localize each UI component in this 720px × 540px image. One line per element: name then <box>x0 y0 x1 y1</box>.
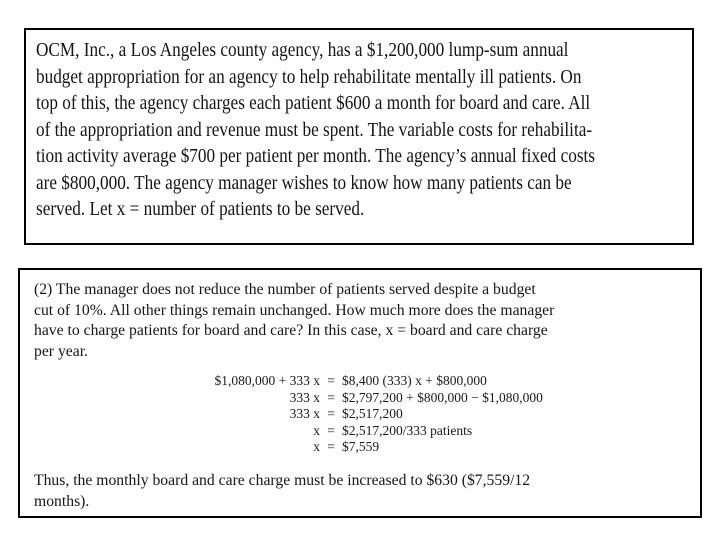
problem-line: of the appropriation and revenue must be spent. The variable costs for rehabilita- <box>36 118 593 141</box>
equation-lhs: x <box>313 439 320 455</box>
question-line: (2) The manager does not reduce the number of patients served despite a budget <box>34 281 536 298</box>
problem-line: budget appropriation for an agency to help rehabilitate mentally ill patients. On <box>36 65 582 88</box>
problem-line: are $800,000. The agency manager wishes to know how many patients can be <box>36 171 572 194</box>
conclusion-paragraph <box>34 471 540 512</box>
solution-box <box>18 268 702 518</box>
question-line: per year. <box>34 342 88 360</box>
problem-line: served. Let x = number of patients to be served. <box>36 198 365 220</box>
equation-rhs: $7,559 <box>342 439 380 455</box>
question-paragraph <box>34 280 690 362</box>
equation-lhs: 333 x <box>289 406 320 422</box>
conclusion-line: months). <box>34 492 90 510</box>
problem-statement-box <box>24 28 694 245</box>
equation-rhs: $2,517,200 <box>342 406 403 422</box>
equation-lhs: $1,080,000 + 333 x <box>214 373 320 388</box>
problem-line: top of this, the agency charges each patient $600 a month for board and care. All <box>36 92 591 114</box>
equation-row <box>210 439 543 456</box>
equation-rhs: $2,797,200 + $800,000 − $1,080,000 <box>342 389 543 405</box>
problem-line: OCM, Inc., a Los Angeles county agency, has a $1,200,000 lump-sum annual <box>36 39 569 61</box>
equation-operator: = <box>327 373 335 388</box>
equation-operator: = <box>327 439 335 455</box>
equation-rhs: $8,400 (333) x + $800,000 <box>342 373 487 388</box>
equation-rhs: $2,517,200/333 patients <box>342 422 473 438</box>
equation-row <box>210 373 543 390</box>
conclusion-line: Thus, the monthly board and care charge must be increased to $630 ($7,559/12 <box>34 472 531 489</box>
equation-lhs: x <box>313 422 320 438</box>
equation-lhs: 333 x <box>289 389 320 405</box>
question-line: cut of 10%. All other things remain unchanged. How much more does the manager <box>34 301 555 319</box>
equation-row <box>210 423 543 440</box>
equation-operator: = <box>327 406 335 422</box>
equation-row <box>210 390 543 407</box>
equation-operator: = <box>327 422 335 438</box>
equation-block <box>210 373 543 456</box>
problem-line: tion activity average $700 per patient per month. The agency’s annual fixed costs <box>36 145 595 167</box>
equation-row <box>210 406 543 423</box>
equation-operator: = <box>327 389 335 405</box>
question-line: have to charge patients for board and care? In this case, x = board and care charge <box>34 322 548 339</box>
